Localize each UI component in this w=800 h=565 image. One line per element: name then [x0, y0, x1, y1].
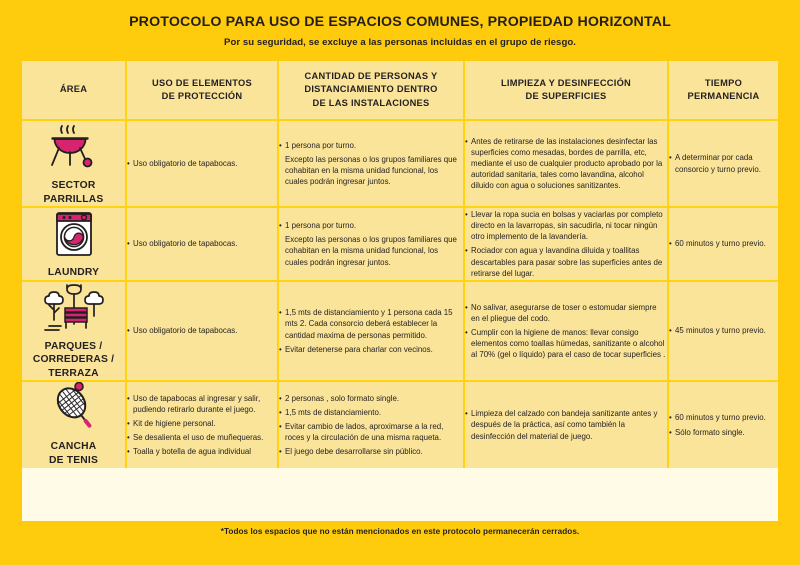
bullet-item: • Evitar detenerse para charlar con vecinos. [279, 344, 463, 355]
bullet-item: • Kit de higiene personal. [127, 418, 277, 429]
bullet-item: • Evitar cambio de lados, aproximarse a la red, roces y la circulación de una misma raqueta. [279, 421, 463, 443]
park-bench-icon [43, 282, 105, 334]
protocol-table [22, 61, 778, 468]
column-header-line: LIMPIEZA Y DESINFECCIÓN [500, 77, 632, 88]
column-header-line: DE LAS INSTALACIONES [312, 97, 430, 108]
column-header-line: DE PROTECCIÓN [161, 91, 243, 101]
page-title: PROTOCOLO PARA USO DE ESPACIOS COMUNES, PROPIEDAD HORIZONTAL [129, 14, 671, 30]
area-label-line: PARRILLAS [43, 193, 104, 205]
area-label-line: SECTOR [51, 180, 96, 191]
page-subtitle: Por su seguridad, se excluye a las personas incluidas en el grupo de riesgo. [224, 37, 576, 49]
bullet-item: • 1,5 mts de distanciamiento y 1 persona cada 15 mts 2. Cada consorcio deberá establecer la cantidad maxima de personas permitido. [279, 307, 463, 341]
bullet-item: • Sólo formato single. [669, 427, 778, 438]
table-header-row [22, 61, 778, 120]
table-row [22, 120, 778, 207]
bullet-item: • Rociador con agua y lavandina diluida y toallitas descartables para pasar sobre las superficies antes de retirarse del lugar. [465, 245, 667, 279]
poster-header [0, 0, 800, 48]
area-label [22, 340, 125, 381]
area-label [22, 179, 125, 206]
column-header-area [22, 61, 126, 120]
area-label-line: PARQUES / [44, 340, 103, 352]
limpieza-cell [464, 207, 668, 281]
limpieza-cell [464, 120, 668, 207]
area-label [22, 440, 125, 467]
column-header-tiempo [668, 61, 778, 120]
table-row [22, 381, 778, 467]
tiempo-cell [668, 381, 778, 467]
area-cell [22, 281, 126, 382]
footnote: *Todos los espacios que no están mencionados en este protocolo permanecerán cerrados. [220, 527, 580, 536]
proteccion-cell [126, 381, 278, 467]
column-header-cantidad [278, 61, 464, 120]
column-header-line: DISTANCIAMIENTO DENTRO [304, 84, 438, 95]
proteccion-cell [126, 281, 278, 382]
area-label-line: TERRAZA [48, 367, 99, 379]
proteccion-cell [126, 207, 278, 281]
column-header-line: CANTIDAD DE PERSONAS Y [304, 70, 438, 81]
bullet-item: • Llevar la ropa sucia en bolsas y vaciarlas por completo directo en la lavarropas, sin sacudirla, ni tocar ningún otro implemento de la lavandería. [465, 209, 667, 243]
column-header-line: USO DE ELEMENTOS [152, 77, 252, 88]
bullet-item: • Cumplir con la higiene de manos: llevar consigo elementos como toallas húmedas, sanitizante o alcohol al 70% (gel o líquido) para el caso de tocar superficies . [465, 327, 667, 361]
area-label-line: CORREDERAS / [32, 354, 115, 366]
grill-icon [46, 121, 102, 173]
tennis-racket-icon [49, 382, 99, 434]
bullet-item: • Uso de tapabocas al ingresar y salir, pudiendo retirarlo durante el juego. [127, 393, 277, 415]
cantidad-cell [278, 381, 464, 467]
table-body [22, 120, 778, 468]
bench [65, 308, 87, 328]
column-header-line: ÁREA [59, 84, 88, 95]
bullet-item: • Uso obligatorio de tapabocas. [127, 325, 277, 336]
tree-left [45, 292, 63, 320]
limpieza-cell [464, 281, 668, 382]
cantidad-cell [278, 281, 464, 382]
column-header-line: TIEMPO [704, 77, 743, 88]
tiempo-cell [668, 281, 778, 382]
column-header-line: PERMANENCIA [687, 91, 760, 101]
protocol-table-wrapper [22, 61, 778, 521]
bullet-item: • Toalla y botella de agua individual [127, 446, 277, 457]
bullet-item: • Uso obligatorio de tapabocas. [127, 238, 277, 249]
area-cell [22, 207, 126, 281]
bullet-item: • 2 personas , solo formato single. [279, 393, 463, 404]
bullet-item: • Uso obligatorio de tapabocas. [127, 158, 277, 169]
table-row [22, 281, 778, 382]
bullet-item: • 45 minutos y turno previo. [669, 325, 778, 336]
table-row [22, 207, 778, 281]
limpieza-cell [464, 381, 668, 467]
bullet-item: • 1,5 mts de distanciamiento. [279, 407, 463, 418]
column-header-limpieza [464, 61, 668, 120]
tiempo-cell [668, 207, 778, 281]
bullet-item: • 60 minutos y turno previo. [669, 238, 778, 249]
paragraph-item: Excepto las personas o los grupos familiares que cohabitan en la misma unidad funcional, los cuales podrán ingresar juntos. [285, 235, 457, 267]
bullet-item: • Se desalienta el uso de muñequeras. [127, 432, 277, 443]
bullet-item: • 1 persona por turno. [279, 140, 463, 151]
cantidad-cell [278, 207, 464, 281]
area-label-line: DE TENIS [48, 455, 99, 467]
cantidad-cell [278, 120, 464, 207]
bullet-item: • No salivar, asegurarse de toser o estomudar siempre en el pliegue del codo. [465, 302, 667, 324]
bullet-item: • Limpieza del calzado con bandeja sanitizante antes y después de la práctica, así como también la desinfección del material de juego. [465, 408, 667, 442]
bullet-item: • A determinar por cada consorcio y turno previo. [669, 152, 778, 174]
washing-machine-icon [50, 208, 98, 260]
bullet-item: • Antes de retirarse de las instalaciones desinfectar las superficies como mesadas, bordes de parrilla, etc, mediante el uso de cualquier producto aprobado por la autoridad sanitaria, tales como lavandina, alcohol diluido con agua o soluciones sanitizantes. [465, 136, 667, 192]
area-label [22, 266, 125, 280]
area-cell [22, 381, 126, 467]
area-label-line: CANCHA [50, 441, 97, 453]
tiempo-cell [668, 120, 778, 207]
area-cell [22, 120, 126, 207]
column-header-line: DE SUPERFICIES [525, 91, 607, 101]
area-label-line: LAUNDRY [47, 267, 100, 279]
column-header-proteccion [126, 61, 278, 120]
proteccion-cell [126, 120, 278, 207]
bullet-item: • 1 persona por turno. [279, 220, 463, 231]
bullet-item: • El juego debe desarrollarse sin público. [279, 446, 463, 457]
paragraph-item: Excepto las personas o los grupos familiares que cohabitan en la misma unidad funcional, los cuales podrán ingresar juntos. [285, 154, 457, 187]
bullet-item: • 60 minutos y turno previo. [669, 412, 778, 423]
